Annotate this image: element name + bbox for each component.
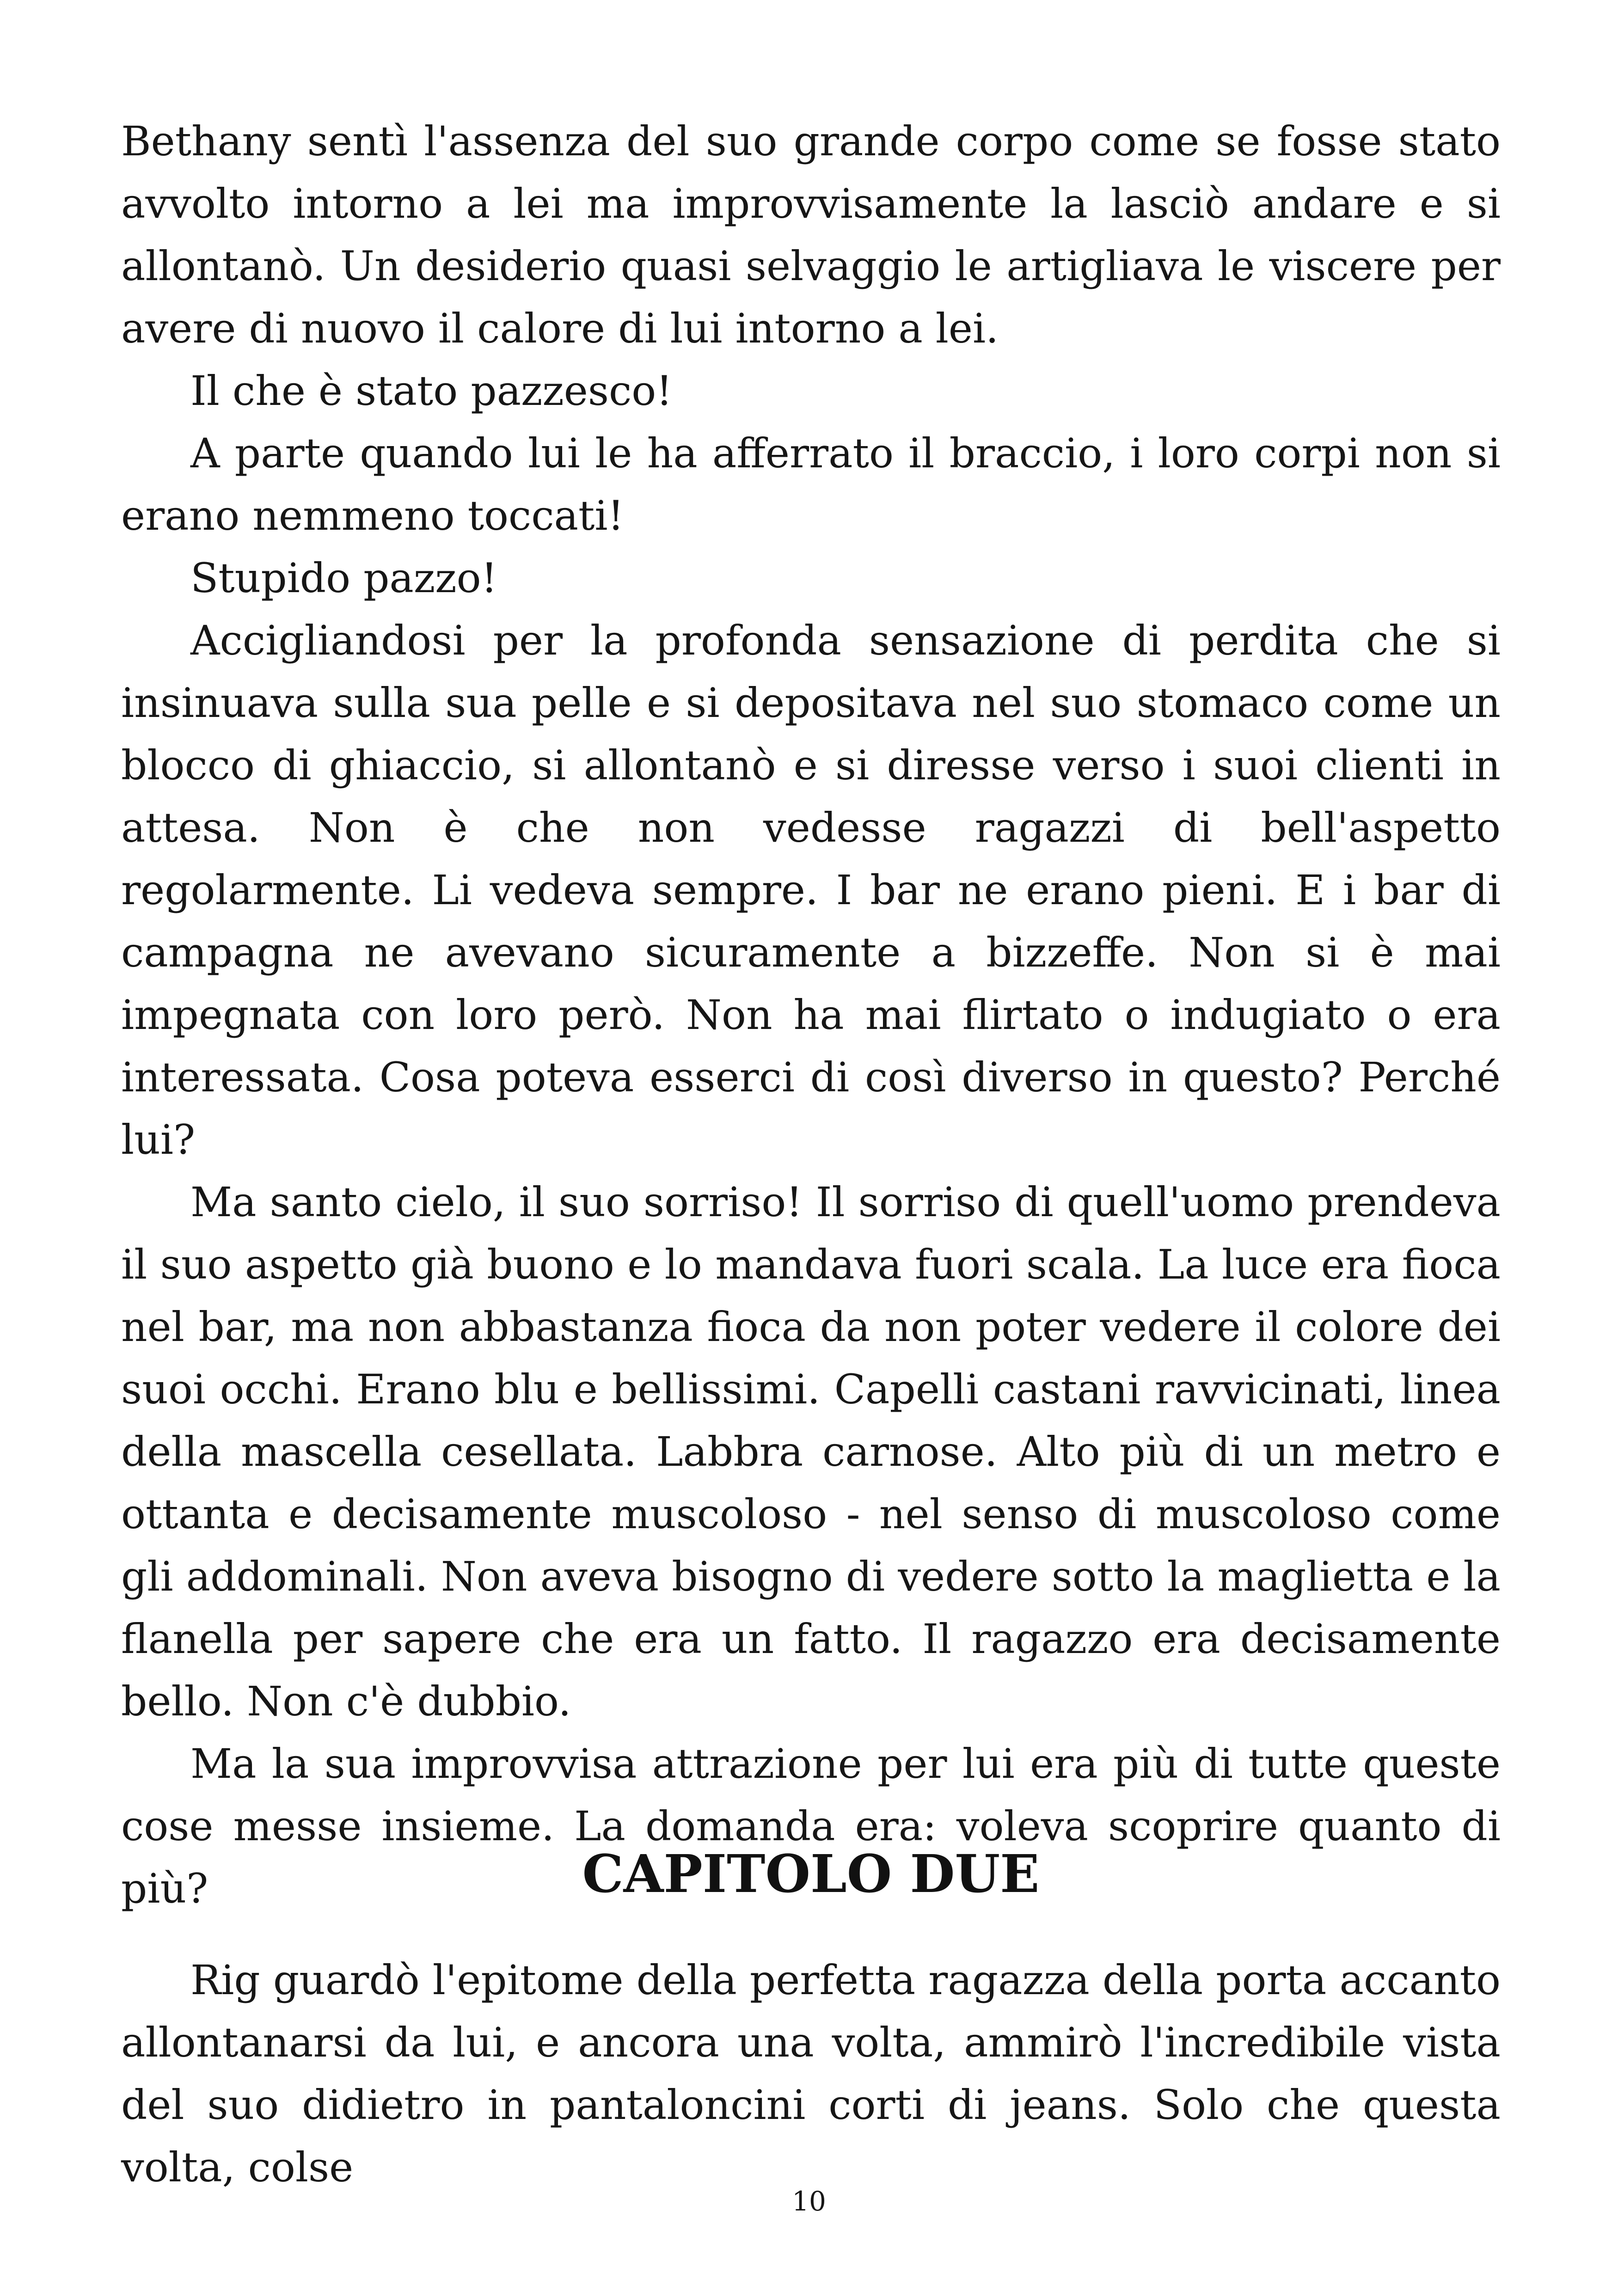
paragraph: Il che è stato pazzesco! (190, 367, 673, 415)
paragraph: Bethany sentì l'assenza del suo grande corpo come se fosse stato avvolto intorno a lei ma improvvisamente la lasciò andare e si allontanò. Un desiderio quasi selvaggio le artigliava le viscere per avere di nuovo il calore di lui intorno a lei. (121, 117, 1501, 352)
paragraph: Ma santo cielo, il suo sorriso! Il sorriso di quell'uomo prendeva il suo aspetto già buono e lo mandava fuori scala. La luce era fioca nel bar, ma non abbastanza fioca da non poter vedere il colore dei suoi occhi. Erano blu e bellissimi. Capelli castani ravvicinati, linea della mascella cesellata. Labbra carnose. Alto più di un metro e ottanta e decisamente muscoloso - nel senso di muscoloso come gli addominali. Non aveva bisogno di vedere sotto la maglietta e la flanella per sapere che era un fatto. Il ragazzo era decisamente bello. Non c'è dubbio. (121, 1178, 1501, 1725)
chapter-heading: CAPITOLO DUE (582, 1844, 1040, 1904)
body-text-section-1 (121, 110, 1501, 1920)
paragraph: Rig guardò l'epitome della perfetta ragazza della porta accanto allontanarsi da lui, e ancora una volta, ammirò l'incredibile vista del suo didietro in pantaloncini corti di jeans. Solo che questa volta, colse (121, 1956, 1501, 2191)
paragraph: Stupido pazzo! (190, 554, 497, 602)
paragraph: Accigliandosi per la profonda sensazione di perdita che si insinuava sulla sua pelle e si depositava nel suo stomaco come un blocco di ghiaccio, si allontanò e si diresse verso i suoi clienti in attesa. Non è che non vedesse ragazzi di bell'aspetto regolarmente. Li vedeva sempre. I bar ne erano pieni. E i bar di campagna ne avevano sicuramente a bizzeffe. Non si è mai impegnata con loro però. Non ha mai flirtato o indugiato o era interessata. Cosa poteva esserci di così diverso in questo? Perché lui? (121, 617, 1501, 1163)
page-number: 10 (792, 2186, 826, 2217)
paragraph: A parte quando lui le ha afferrato il braccio, i loro corpi non si erano nemmeno toccati! (121, 429, 1501, 539)
body-text-section-2 (121, 1949, 1501, 2198)
paragraph: Ma la sua improvvisa attrazione per lui era più di tutte queste cose messe insieme. La domanda era: voleva scoprire quanto di più? (121, 1740, 1501, 1912)
